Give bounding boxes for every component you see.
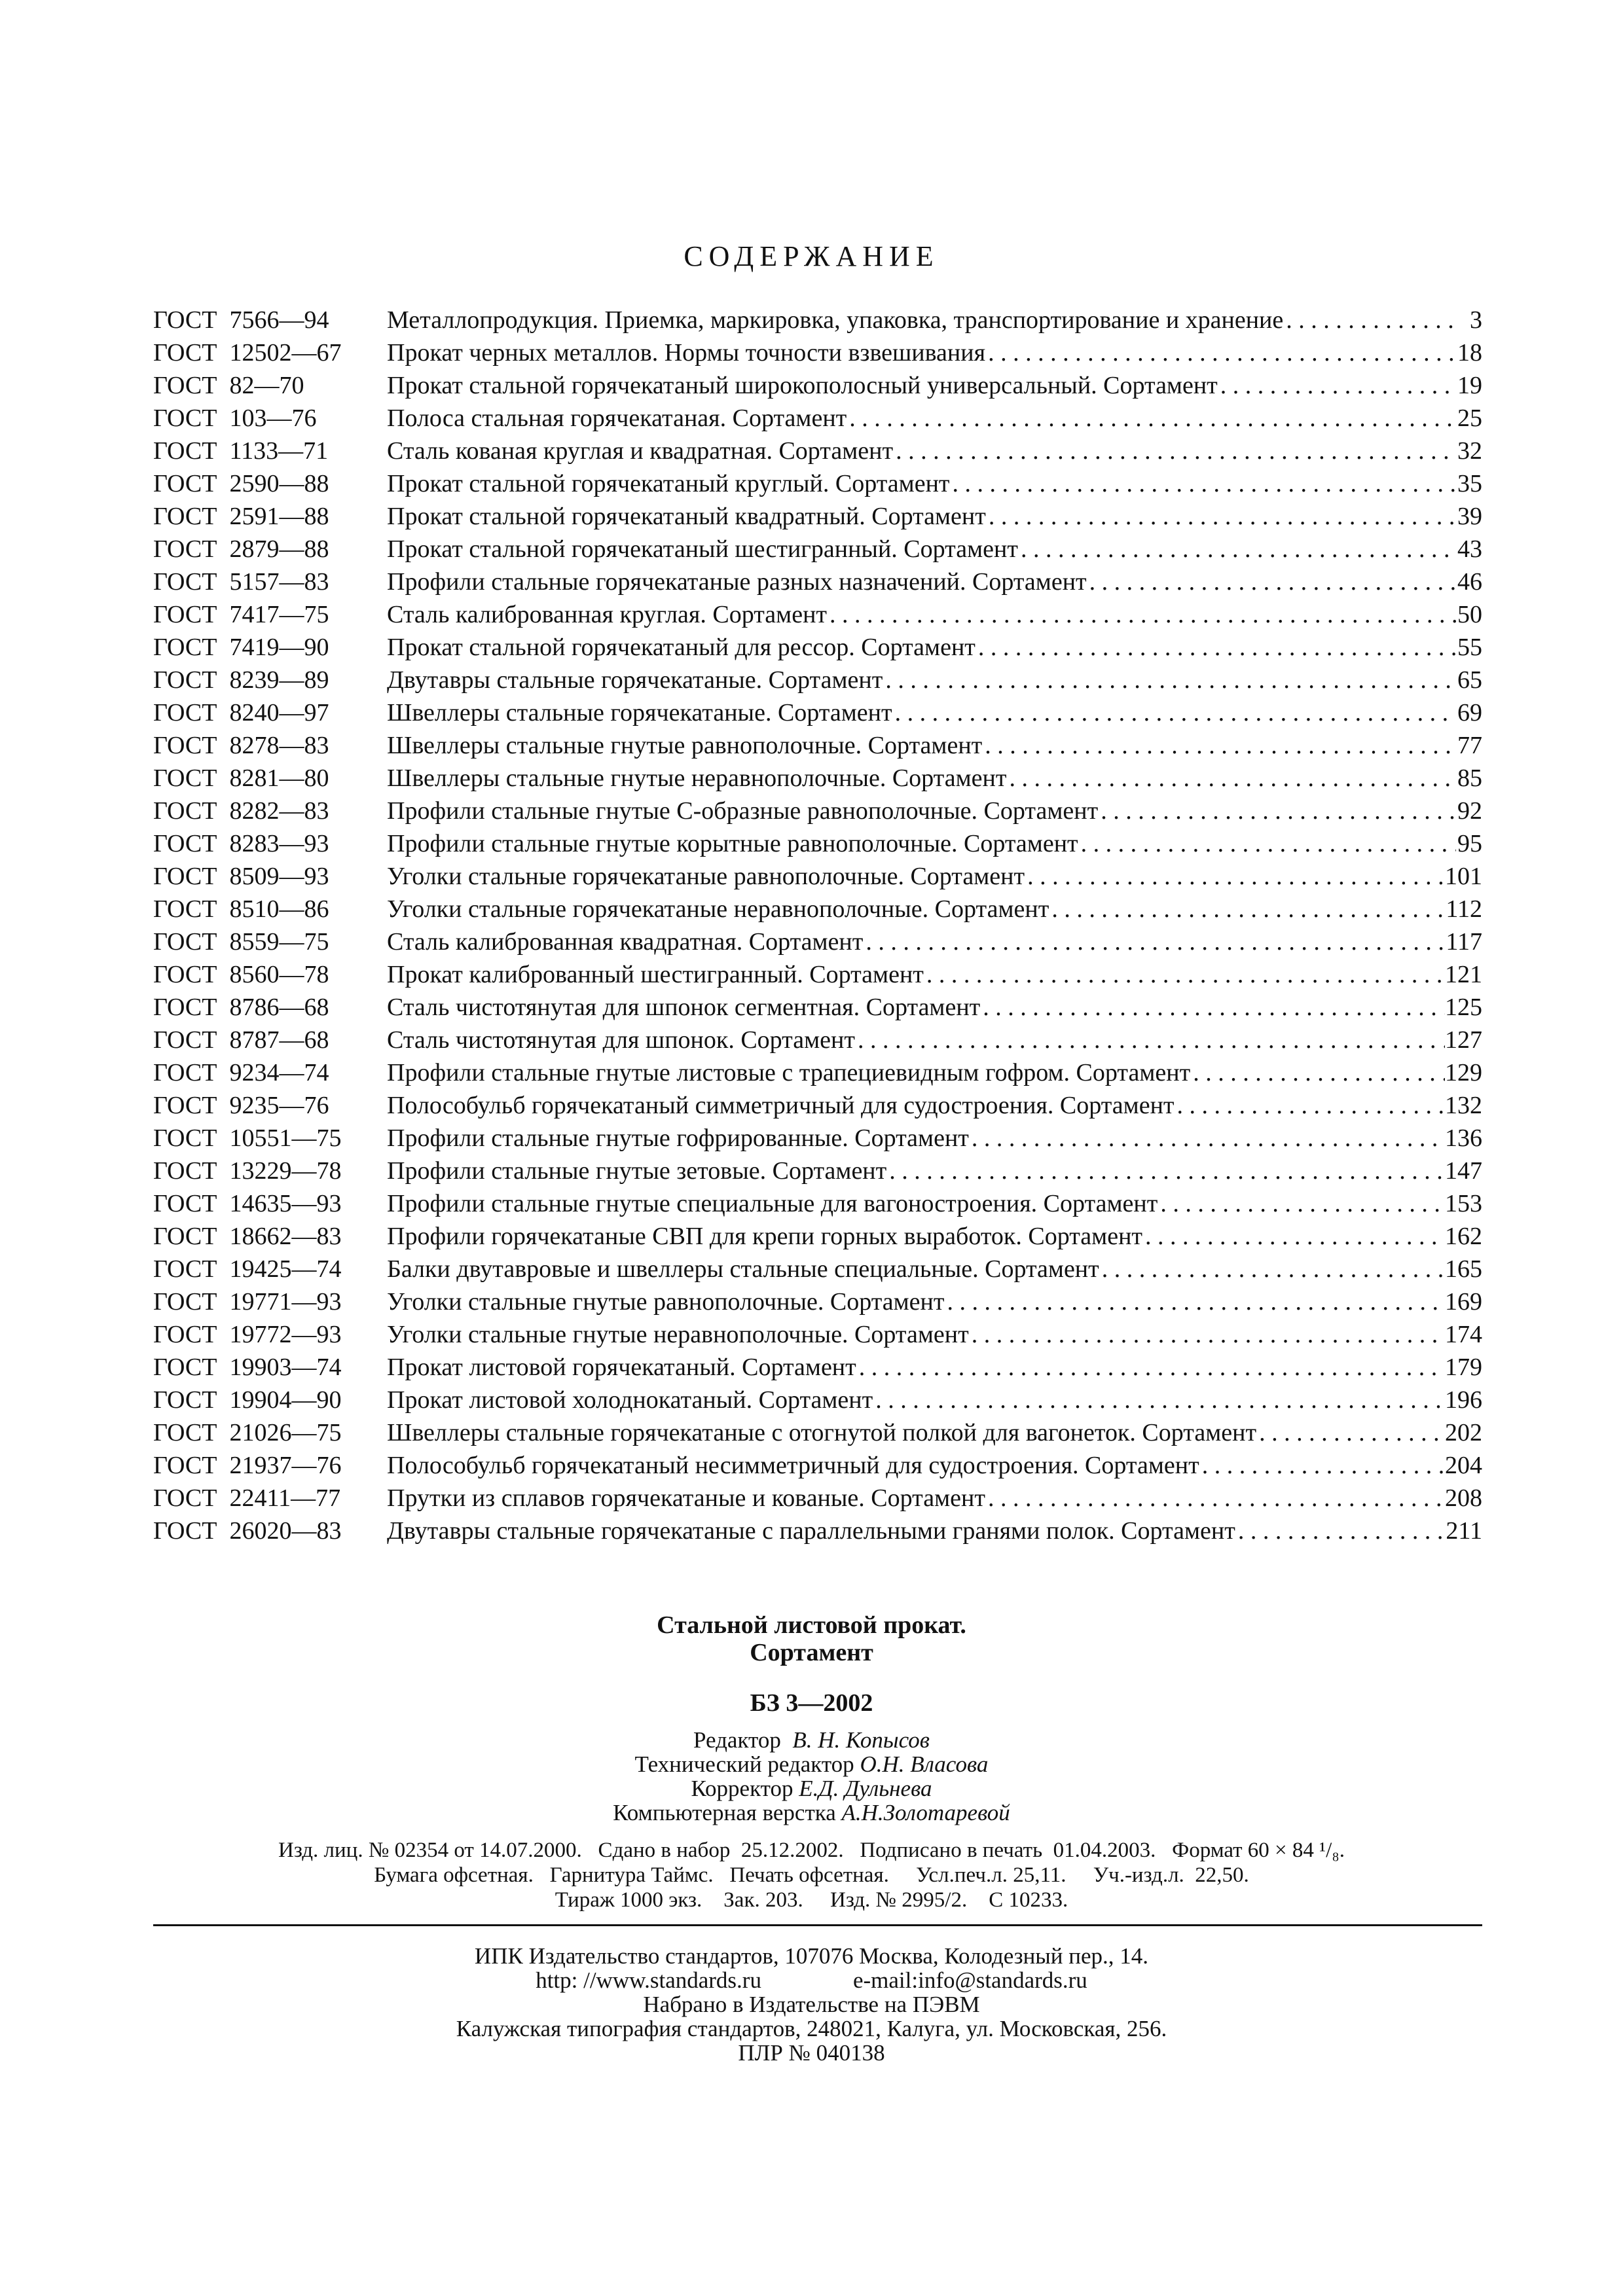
toc-page-number: 50: [1457, 601, 1482, 628]
printer-address: Калужская типография стандартов, 248021, Калуга, ул. Московская, 256.: [456, 2016, 1167, 2041]
toc-standard-number: ГОСТ 8786—68: [153, 994, 329, 1021]
toc-entry-title: Сталь калиброванная круглая. Сортамент: [387, 601, 828, 628]
toc-title-cell: [387, 467, 1456, 500]
toc-page-number: 211: [1446, 1517, 1482, 1545]
toc-entry: [153, 1253, 1482, 1285]
toc-standard-number: ГОСТ 8278—83: [153, 732, 329, 759]
toc-entry: [153, 533, 1482, 565]
toc-standard-number: ГОСТ 8282—83: [153, 797, 329, 825]
toc-leader-dots: [969, 1122, 1445, 1155]
toc-entry-title: Уголки стальные горячекатаные неравнополочные. Сортамент: [387, 895, 1049, 923]
toc-entry: [153, 1416, 1482, 1449]
toc-standard-number: ГОСТ 8239—89: [153, 666, 329, 694]
toc-entry-title: Профили стальные горячекатаные разных назначений. Сортамент: [387, 568, 1087, 596]
toc-entry-title: Двутавры стальные горячекатаные. Сортамент: [387, 666, 883, 694]
toc-entry-title: Прокат листовой горячекатаный. Сортамент: [387, 1354, 856, 1381]
toc-entry: [153, 1384, 1482, 1416]
toc-entry-title: Швеллеры стальные горячекатаные с отогнутой полкой для вагонеток. Сортамент: [387, 1419, 1257, 1446]
toc-title-cell: [387, 1449, 1445, 1482]
horizontal-divider: [153, 1924, 1482, 1926]
toc-entry-title: Прокат стальной горячекатаный квадратный. Сортамент: [387, 503, 986, 530]
book-title-line2: Сортамент: [750, 1639, 873, 1666]
toc-list: [153, 304, 1482, 1547]
toc-title-cell: [387, 1384, 1445, 1416]
toc-leader-dots: [893, 435, 1456, 467]
pub-line: Тираж 1000 экз. Зак. 203. Изд. № 2995/2. С 10233.: [555, 1888, 1068, 1912]
toc-leader-dots: [873, 1384, 1445, 1416]
toc-page-number: 174: [1445, 1321, 1482, 1348]
toc-standard-number: ГОСТ 26020—83: [153, 1517, 342, 1545]
toc-title-cell: [387, 1482, 1445, 1515]
pub-line: Бумага офсетная. Гарнитура Таймс. Печать офсетная. Усл.печ.л. 25,11. Уч.-изд.л. 22,50.: [374, 1863, 1249, 1887]
toc-entry: [153, 991, 1482, 1024]
toc-entry: [153, 435, 1482, 467]
toc-title-cell: [387, 435, 1456, 467]
toc-leader-dots: [1199, 1449, 1445, 1482]
toc-standard-number: ГОСТ 8787—68: [153, 1026, 329, 1054]
toc-leader-dots: [982, 729, 1456, 762]
toc-entry: [153, 1482, 1482, 1515]
toc-entry: [153, 1024, 1482, 1056]
toc-standard-number: ГОСТ 22411—77: [153, 1484, 341, 1512]
toc-entry-title: Прокат черных металлов. Нормы точности взвешивания: [387, 339, 986, 367]
toc-leader-dots: [985, 336, 1456, 369]
toc-page-number: 101: [1445, 863, 1482, 890]
toc-page-number: 147: [1445, 1157, 1482, 1185]
credit-name: В. Н. Копысов: [792, 1727, 930, 1753]
toc-leader-dots: [883, 664, 1456, 696]
toc-page-number: 202: [1445, 1419, 1482, 1446]
toc-title-cell: [387, 664, 1456, 696]
book-title: [0, 1611, 1623, 1666]
toc-leader-dots: [886, 1155, 1445, 1187]
toc-standard-number: ГОСТ 19771—93: [153, 1288, 342, 1316]
toc-page-number: 18: [1457, 339, 1482, 367]
toc-entry-title: Уголки стальные горячекатаные равнополочные. Сортамент: [387, 863, 1025, 890]
toc-page-number: 92: [1457, 797, 1482, 825]
toc-entry: [153, 500, 1482, 533]
toc-entry-title: Профили стальные гнутые листовые с трапециевидным гофром. Сортамент: [387, 1059, 1191, 1086]
toc-entry-title: Профили стальные гнутые зетовые. Сортамент: [387, 1157, 887, 1185]
toc-entry-title: Балки двутавровые и швеллеры стальные специальные. Сортамент: [387, 1255, 1099, 1283]
toc-standard-number: ГОСТ 8283—93: [153, 830, 329, 857]
toc-standard-number: ГОСТ 9235—76: [153, 1092, 329, 1119]
toc-page-number: 46: [1457, 568, 1482, 596]
toc-leader-dots: [950, 467, 1456, 500]
toc-entry-title: Сталь чистотянутая для шпонок. Сортамент: [387, 1026, 855, 1054]
toc-page-number: 132: [1445, 1092, 1482, 1119]
toc-page-number: 162: [1445, 1223, 1482, 1250]
toc-entry: [153, 958, 1482, 991]
toc-standard-number: ГОСТ 10551—75: [153, 1124, 342, 1152]
toc-standard-number: ГОСТ 14635—93: [153, 1190, 342, 1217]
toc-standard-number: ГОСТ 8281—80: [153, 764, 329, 792]
toc-entry-title: Прокат стальной горячекатаный широкополосный универсальный. Сортамент: [387, 372, 1218, 399]
typeset-note: Набрано в Издательстве на ПЭВМ: [643, 1992, 980, 2017]
toc-entry-title: Профили стальные гнутые специальные для вагоностроения. Сортамент: [387, 1190, 1158, 1217]
toc-leader-dots: [980, 991, 1445, 1024]
toc-title-cell: [387, 1318, 1445, 1351]
toc-entry: [153, 631, 1482, 664]
toc-page-number: 85: [1457, 764, 1482, 792]
credit-line: [0, 1752, 1623, 1776]
toc-title-cell: [387, 533, 1456, 565]
toc-page-number: 95: [1457, 830, 1482, 857]
toc-title-cell: [387, 1285, 1445, 1318]
toc-leader-dots: [847, 402, 1456, 435]
toc-standard-number: ГОСТ 8559—75: [153, 928, 329, 956]
toc-title-cell: [387, 1089, 1445, 1122]
toc-entry: [153, 1351, 1482, 1384]
toc-entry: [153, 729, 1482, 762]
publisher-email: e-mail:info@standards.ru: [852, 1967, 1087, 1993]
toc-title-cell: [387, 1155, 1445, 1187]
toc-page-number: 39: [1457, 503, 1482, 530]
credits-block: [0, 1728, 1623, 1825]
toc-page-number: 3: [1470, 306, 1482, 334]
toc-title-cell: [387, 925, 1446, 958]
toc-entry: [153, 1318, 1482, 1351]
toc-page-number: 121: [1445, 961, 1482, 988]
toc-entry: [153, 795, 1482, 827]
toc-leader-dots: [1098, 795, 1456, 827]
toc-leader-dots: [1006, 762, 1456, 795]
toc-standard-number: ГОСТ 2879—88: [153, 535, 329, 563]
toc-entry: [153, 565, 1482, 598]
book-title-line1: Стальной листовой прокат.: [657, 1611, 966, 1639]
toc-page-number: 153: [1445, 1190, 1482, 1217]
toc-title-cell: [387, 1187, 1445, 1220]
toc-entry-title: Прокат листовой холоднокатаный. Сортамент: [387, 1386, 873, 1414]
toc-entry: [153, 696, 1482, 729]
toc-title-cell: [387, 1024, 1445, 1056]
toc-title-cell: [387, 1351, 1445, 1384]
toc-standard-number: ГОСТ 21026—75: [153, 1419, 342, 1446]
toc-standard-number: ГОСТ 21937—76: [153, 1452, 342, 1479]
publisher-address: ИПК Издательство стандартов, 107076 Москва, Колодезный пер., 14.: [474, 1943, 1149, 1969]
toc-leader-dots: [1175, 1089, 1445, 1122]
toc-standard-number: ГОСТ 19425—74: [153, 1255, 342, 1283]
toc-entry-title: Двутавры стальные горячекатаные с параллельными гранями полок. Сортамент: [387, 1517, 1235, 1545]
toc-leader-dots: [1190, 1056, 1445, 1089]
credit-role: Корректор: [691, 1776, 793, 1801]
toc-entry-title: Уголки стальные гнутые неравнополочные. Сортамент: [387, 1321, 969, 1348]
toc-entry-title: Полособульб горячекатаный несимметричный для судостроения. Сортамент: [387, 1452, 1199, 1479]
toc-entry-title: Прутки из сплавов горячекатаные и кованые. Сортамент: [387, 1484, 985, 1512]
toc-entry: [153, 1122, 1482, 1155]
toc-leader-dots: [1235, 1515, 1446, 1547]
toc-title-cell: [387, 991, 1445, 1024]
toc-leader-dots: [892, 696, 1456, 729]
toc-leader-dots: [863, 925, 1446, 958]
toc-page-number: 129: [1445, 1059, 1482, 1086]
toc-title-cell: [387, 1253, 1445, 1285]
toc-entry-title: Швеллеры стальные гнутые равнополочные. Сортамент: [387, 732, 983, 759]
toc-entry-title: Сталь чистотянутая для шпонок сегментная. Сортамент: [387, 994, 981, 1021]
toc-entry-title: Металлопродукция. Приемка, маркировка, упаковка, транспортирование и хранение: [387, 306, 1284, 334]
toc-entry: [153, 1187, 1482, 1220]
credit-role: Компьютерная верстка: [613, 1800, 836, 1825]
toc-page-number: 169: [1445, 1288, 1482, 1316]
toc-title-cell: [387, 860, 1445, 893]
toc-title-cell: [387, 565, 1456, 598]
publisher-web: [0, 1968, 1623, 1992]
toc-leader-dots: [985, 1482, 1445, 1515]
toc-standard-number: ГОСТ 19904—90: [153, 1386, 342, 1414]
toc-title-cell: [387, 1220, 1445, 1253]
toc-entry: [153, 304, 1482, 336]
toc-title-cell: [387, 696, 1456, 729]
toc-title-cell: [387, 1056, 1445, 1089]
toc-title-cell: [387, 893, 1446, 925]
toc-heading: СОДЕРЖАНИЕ: [684, 240, 939, 272]
toc-entry-title: Сталь калиброванная квадратная. Сортамент: [387, 928, 864, 956]
toc-entry: [153, 402, 1482, 435]
toc-entry: [153, 1449, 1482, 1482]
toc-leader-dots: [1087, 565, 1456, 598]
toc-entry: [153, 1285, 1482, 1318]
credit-role: Редактор: [693, 1727, 781, 1753]
toc-entry: [153, 467, 1482, 500]
publisher-website: http: //www.standards.ru: [536, 1967, 761, 1993]
toc-leader-dots: [1218, 369, 1456, 402]
toc-entry-title: Профили стальные гнутые С-образные равнополочные. Сортамент: [387, 797, 1099, 825]
toc-entry-title: Профили стальные гнутые корытные равнополочные. Сортамент: [387, 830, 1078, 857]
toc-standard-number: ГОСТ 2590—88: [153, 470, 329, 497]
toc-standard-number: ГОСТ 8560—78: [153, 961, 329, 988]
toc-page-number: 112: [1446, 895, 1482, 923]
toc-standard-number: ГОСТ 13229—78: [153, 1157, 342, 1185]
toc-standard-number: ГОСТ 19772—93: [153, 1321, 342, 1348]
toc-title-cell: [387, 729, 1456, 762]
toc-title-cell: [387, 795, 1456, 827]
toc-standard-number: ГОСТ 8510—86: [153, 895, 329, 923]
toc-entry: [153, 664, 1482, 696]
toc-leader-dots: [1049, 893, 1446, 925]
toc-standard-number: ГОСТ 19903—74: [153, 1354, 342, 1381]
toc-entry-title: Уголки стальные гнутые равнополочные. Сортамент: [387, 1288, 945, 1316]
toc-title-cell: [387, 304, 1456, 336]
toc-title-cell: [387, 1122, 1445, 1155]
toc-title-cell: [387, 402, 1456, 435]
toc-page-number: 117: [1446, 928, 1482, 956]
toc-page-number: 127: [1445, 1026, 1482, 1054]
toc-entry-title: Профили стальные гнутые гофрированные. Сортамент: [387, 1124, 969, 1152]
toc-leader-dots: [855, 1024, 1445, 1056]
toc-leader-dots: [1256, 1416, 1445, 1449]
toc-entry-title: Прокат стальной горячекатаный для рессор. Сортамент: [387, 634, 976, 661]
toc-standard-number: ГОСТ 8240—97: [153, 699, 329, 726]
toc-leader-dots: [945, 1285, 1446, 1318]
toc-leader-dots: [969, 1318, 1445, 1351]
toc-page-number: 69: [1457, 699, 1482, 726]
toc-leader-dots: [1018, 533, 1456, 565]
credit-line: [0, 1776, 1623, 1801]
toc-entry: [153, 369, 1482, 402]
credit-name: О.Н. Власова: [860, 1751, 989, 1777]
toc-leader-dots: [924, 958, 1445, 991]
toc-page-number: 208: [1445, 1484, 1482, 1512]
toc-entry-title: Швеллеры стальные горячекатаные. Сортамент: [387, 699, 892, 726]
toc-page-number: 77: [1457, 732, 1482, 759]
toc-leader-dots: [856, 1351, 1445, 1384]
toc-standard-number: ГОСТ 82—70: [153, 372, 304, 399]
toc-standard-number: ГОСТ 7417—75: [153, 601, 329, 628]
toc-entry-title: Прокат калиброванный шестигранный. Сортамент: [387, 961, 924, 988]
toc-entry: [153, 1056, 1482, 1089]
toc-title-cell: [387, 369, 1456, 402]
credit-name: Е.Д. Дульнева: [799, 1776, 932, 1801]
credit-name: А.Н.Золотаревой: [841, 1800, 1010, 1825]
toc-leader-dots: [1099, 1253, 1445, 1285]
toc-entry: [153, 925, 1482, 958]
credit-line: [0, 1728, 1623, 1752]
pub-line: Изд. лиц. № 02354 от 14.07.2000. Сдано в набор 25.12.2002. Подписано в печать 01.04.2003. Формат 60 × 84 ¹/₈.: [278, 1839, 1345, 1862]
toc-entry: [153, 860, 1482, 893]
toc-standard-number: ГОСТ 12502—67: [153, 339, 342, 367]
toc-page-number: 35: [1457, 470, 1482, 497]
toc-standard-number: ГОСТ 5157—83: [153, 568, 329, 596]
credit-line: [0, 1801, 1623, 1825]
toc-leader-dots: [1025, 860, 1445, 893]
toc-entry: [153, 598, 1482, 631]
toc-entry: [153, 1220, 1482, 1253]
toc-leader-dots: [1142, 1220, 1445, 1253]
license-number: ПЛР № 040138: [738, 2040, 885, 2066]
toc-entry-title: Швеллеры стальные гнутые неравнополочные. Сортамент: [387, 764, 1007, 792]
toc-standard-number: ГОСТ 7566—94: [153, 306, 329, 334]
toc-leader-dots: [827, 598, 1456, 631]
toc-entry: [153, 1155, 1482, 1187]
toc-title-cell: [387, 336, 1456, 369]
toc-title-cell: [387, 1515, 1446, 1547]
book-code: БЗ 3—2002: [750, 1689, 873, 1717]
toc-page-number: 65: [1457, 666, 1482, 694]
toc-standard-number: ГОСТ 18662—83: [153, 1223, 342, 1250]
toc-entry: [153, 336, 1482, 369]
toc-page-number: 165: [1445, 1255, 1482, 1283]
toc-standard-number: ГОСТ 8509—93: [153, 863, 329, 890]
toc-page-number: 136: [1445, 1124, 1482, 1152]
toc-entry-title: Прокат стальной горячекатаный круглый. Сортамент: [387, 470, 950, 497]
toc-standard-number: ГОСТ 2591—88: [153, 503, 329, 530]
toc-title-cell: [387, 598, 1456, 631]
publisher-block: [0, 1944, 1623, 2065]
toc-entry-title: Сталь кованая круглая и квадратная. Сортамент: [387, 437, 894, 465]
toc-entry: [153, 762, 1482, 795]
toc-leader-dots: [986, 500, 1456, 533]
toc-title-cell: [387, 827, 1456, 860]
toc-entry: [153, 1515, 1482, 1547]
toc-title-cell: [387, 762, 1456, 795]
toc-page-number: 19: [1457, 372, 1482, 399]
toc-page-number: 196: [1445, 1386, 1482, 1414]
toc-page-number: 204: [1445, 1452, 1482, 1479]
toc-standard-number: ГОСТ 103—76: [153, 404, 317, 432]
toc-entry-title: Профили горячекатаные СВП для крепи горных выработок. Сортамент: [387, 1223, 1143, 1250]
toc-entry: [153, 827, 1482, 860]
toc-title-cell: [387, 1416, 1445, 1449]
toc-page-number: 125: [1445, 994, 1482, 1021]
toc-title-cell: [387, 500, 1456, 533]
credit-role: Технический редактор: [634, 1751, 854, 1777]
toc-leader-dots: [1283, 304, 1456, 336]
toc-standard-number: ГОСТ 1133—71: [153, 437, 329, 465]
toc-page-number: 179: [1445, 1354, 1482, 1381]
toc-title-cell: [387, 958, 1445, 991]
toc-leader-dots: [1078, 827, 1456, 860]
toc-entry-title: Полособульб горячекатаный симметричный для судостроения. Сортамент: [387, 1092, 1175, 1119]
toc-entry-title: Полоса стальная горячекатаная. Сортамент: [387, 404, 847, 432]
toc-entry-title: Прокат стальной горячекатаный шестигранный. Сортамент: [387, 535, 1018, 563]
toc-page-number: 32: [1457, 437, 1482, 465]
toc-page-number: 55: [1457, 634, 1482, 661]
toc-entry: [153, 1089, 1482, 1122]
toc-standard-number: ГОСТ 9234—74: [153, 1059, 329, 1086]
toc-leader-dots: [1158, 1187, 1445, 1220]
toc-page-number: 25: [1457, 404, 1482, 432]
toc-title-cell: [387, 631, 1456, 664]
toc-page-number: 43: [1457, 535, 1482, 563]
toc-leader-dots: [976, 631, 1456, 664]
publication-info: [0, 1838, 1623, 1912]
toc-standard-number: ГОСТ 7419—90: [153, 634, 329, 661]
toc-entry: [153, 893, 1482, 925]
